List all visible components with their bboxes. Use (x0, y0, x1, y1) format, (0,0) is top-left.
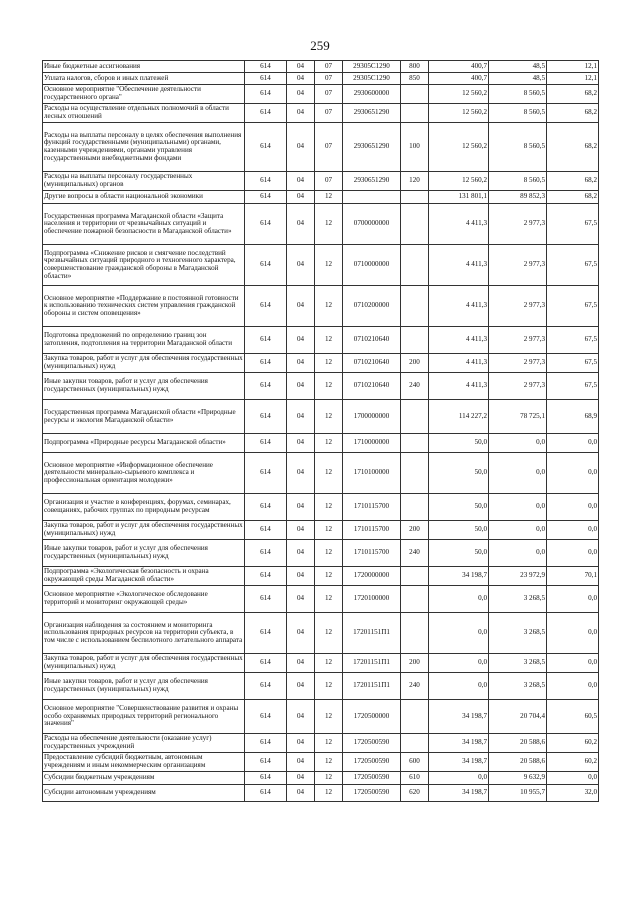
row-ved-cell: 614 (245, 85, 287, 104)
row-ved-cell: 614 (245, 734, 287, 753)
row-vr-cell (401, 734, 429, 753)
row-plan-cell: 0,0 (429, 586, 489, 613)
row-plan-cell: 0,0 (429, 772, 489, 785)
row-csr-cell: 0710000000 (343, 245, 401, 286)
row-fact-cell: 8 560,5 (489, 85, 547, 104)
row-ved-cell: 614 (245, 327, 287, 354)
row-csr-cell: 1710000000 (343, 434, 401, 453)
row-rz-cell: 04 (287, 785, 315, 802)
row-pr-cell: 12 (315, 354, 343, 373)
row-csr-cell: 0710200000 (343, 286, 401, 327)
row-rz-cell: 04 (287, 434, 315, 453)
row-name-cell: Расходы на осуществление отдельных полномочий в области лесных отношений (43, 104, 245, 123)
row-ved-cell: 614 (245, 785, 287, 802)
row-csr-cell: 1710115700 (343, 540, 401, 567)
row-name-cell: Основное мероприятие «Экологическое обследование территорий и мониторинг окружающей среды» (43, 586, 245, 613)
row-name-cell: Закупка товаров, работ и услуг для обеспечения государственных (муниципальных) нужд (43, 654, 245, 673)
row-plan-cell: 12 560,2 (429, 104, 489, 123)
row-rz-cell: 04 (287, 61, 315, 73)
row-plan-cell: 50,0 (429, 453, 489, 494)
row-percent-cell: 0,0 (547, 654, 599, 673)
table-row (43, 700, 599, 734)
row-plan-cell: 4 411,3 (429, 373, 489, 400)
row-percent-cell: 68,2 (547, 85, 599, 104)
row-fact-cell: 3 268,5 (489, 654, 547, 673)
row-fact-cell: 0,0 (489, 434, 547, 453)
row-rz-cell: 04 (287, 204, 315, 245)
row-percent-cell: 12,1 (547, 61, 599, 73)
table-row (43, 172, 599, 191)
row-ved-cell: 614 (245, 204, 287, 245)
row-name-cell: Иные закупки товаров, работ и услуг для обеспечения государственных (муниципальных) нужд (43, 673, 245, 700)
row-csr-cell: 1720500590 (343, 734, 401, 753)
row-name-cell: Организация наблюдения за состоянием и мониторинга использования природных ресурсов на территории субъекта, в том числе с использованием беспилотного летательного аппарата (43, 613, 245, 654)
row-csr-cell: 0710210640 (343, 373, 401, 400)
row-rz-cell: 04 (287, 753, 315, 772)
table-row (43, 104, 599, 123)
row-csr-cell: 1720500000 (343, 700, 401, 734)
row-fact-cell: 3 268,5 (489, 613, 547, 654)
row-csr-cell: 1700000000 (343, 400, 401, 434)
row-pr-cell: 12 (315, 567, 343, 586)
row-pr-cell: 12 (315, 540, 343, 567)
row-pr-cell: 12 (315, 613, 343, 654)
row-percent-cell: 60,2 (547, 734, 599, 753)
row-plan-cell: 12 560,2 (429, 172, 489, 191)
row-rz-cell: 04 (287, 191, 315, 204)
row-name-cell: Подпрограмма «Природные ресурсы Магаданской области» (43, 434, 245, 453)
row-rz-cell: 04 (287, 354, 315, 373)
row-csr-cell: 29305С1290 (343, 61, 401, 73)
table-row (43, 327, 599, 354)
row-percent-cell: 0,0 (547, 772, 599, 785)
row-fact-cell: 0,0 (489, 494, 547, 521)
row-percent-cell: 67,5 (547, 373, 599, 400)
table-row (43, 494, 599, 521)
row-rz-cell: 04 (287, 373, 315, 400)
row-vr-cell (401, 586, 429, 613)
row-csr-cell: 0700000000 (343, 204, 401, 245)
row-name-cell: Организация и участие в конференциях, форумах, семинарах, совещаниях, рабочих группах по природным ресурсам (43, 494, 245, 521)
row-ved-cell: 614 (245, 753, 287, 772)
row-ved-cell: 614 (245, 494, 287, 521)
row-plan-cell: 34 198,7 (429, 753, 489, 772)
row-vr-cell: 120 (401, 172, 429, 191)
row-percent-cell: 67,5 (547, 245, 599, 286)
table-row (43, 613, 599, 654)
row-ved-cell: 614 (245, 73, 287, 85)
row-vr-cell: 620 (401, 785, 429, 802)
row-csr-cell: 0710210640 (343, 327, 401, 354)
table-row (43, 734, 599, 753)
row-percent-cell: 68,2 (547, 191, 599, 204)
row-rz-cell: 04 (287, 734, 315, 753)
table-row (43, 191, 599, 204)
row-vr-cell (401, 700, 429, 734)
row-ved-cell: 614 (245, 540, 287, 567)
row-vr-cell: 200 (401, 354, 429, 373)
row-rz-cell: 04 (287, 654, 315, 673)
table-row (43, 586, 599, 613)
row-percent-cell: 67,5 (547, 354, 599, 373)
row-rz-cell: 04 (287, 104, 315, 123)
row-plan-cell: 34 198,7 (429, 700, 489, 734)
table-row (43, 654, 599, 673)
row-vr-cell: 850 (401, 73, 429, 85)
row-fact-cell: 2 977,3 (489, 286, 547, 327)
row-vr-cell (401, 400, 429, 434)
row-rz-cell: 04 (287, 172, 315, 191)
row-percent-cell: 67,5 (547, 286, 599, 327)
row-vr-cell: 240 (401, 540, 429, 567)
row-rz-cell: 04 (287, 772, 315, 785)
row-rz-cell: 04 (287, 613, 315, 654)
row-name-cell: Закупка товаров, работ и услуг для обеспечения государственных (муниципальных) нужд (43, 354, 245, 373)
row-rz-cell: 04 (287, 567, 315, 586)
row-rz-cell: 04 (287, 400, 315, 434)
table-row (43, 245, 599, 286)
row-ved-cell: 614 (245, 567, 287, 586)
row-name-cell: Основное мероприятие «Поддержание в постоянной готовности к использованию технических систем управления гражданской обороны и систем оповещения» (43, 286, 245, 327)
row-rz-cell: 04 (287, 245, 315, 286)
row-plan-cell: 4 411,3 (429, 354, 489, 373)
row-fact-cell: 89 852,3 (489, 191, 547, 204)
row-percent-cell: 12,1 (547, 73, 599, 85)
row-plan-cell: 50,0 (429, 540, 489, 567)
table-row (43, 521, 599, 540)
row-pr-cell: 12 (315, 785, 343, 802)
row-vr-cell (401, 104, 429, 123)
row-percent-cell: 0,0 (547, 521, 599, 540)
row-ved-cell: 614 (245, 191, 287, 204)
row-csr-cell (343, 191, 401, 204)
row-ved-cell: 614 (245, 123, 287, 172)
row-plan-cell: 34 198,7 (429, 785, 489, 802)
row-name-cell: Расходы на выплаты персоналу государственных (муниципальных) органов (43, 172, 245, 191)
row-rz-cell: 04 (287, 85, 315, 104)
row-pr-cell: 12 (315, 191, 343, 204)
row-rz-cell: 04 (287, 286, 315, 327)
row-vr-cell (401, 453, 429, 494)
row-pr-cell: 07 (315, 85, 343, 104)
row-fact-cell: 78 725,1 (489, 400, 547, 434)
row-percent-cell: 67,5 (547, 204, 599, 245)
row-vr-cell (401, 245, 429, 286)
row-pr-cell: 12 (315, 286, 343, 327)
row-name-cell: Основное мероприятие «Информационное обеспечение деятельности минерально-сырьевого комплекса и профессиональная ориентация молодежи» (43, 453, 245, 494)
budget-table (42, 60, 599, 802)
row-plan-cell: 0,0 (429, 673, 489, 700)
row-fact-cell: 3 268,5 (489, 673, 547, 700)
row-pr-cell: 12 (315, 400, 343, 434)
row-ved-cell: 614 (245, 286, 287, 327)
row-name-cell: Уплата налогов, сборов и иных платежей (43, 73, 245, 85)
row-plan-cell: 0,0 (429, 654, 489, 673)
row-fact-cell: 20 588,6 (489, 753, 547, 772)
row-csr-cell: 1710115700 (343, 494, 401, 521)
row-fact-cell: 2 977,3 (489, 373, 547, 400)
row-vr-cell (401, 613, 429, 654)
row-fact-cell: 2 977,3 (489, 327, 547, 354)
row-fact-cell: 48,5 (489, 61, 547, 73)
row-percent-cell: 67,5 (547, 327, 599, 354)
row-pr-cell: 12 (315, 327, 343, 354)
row-percent-cell: 0,0 (547, 613, 599, 654)
row-plan-cell: 400,7 (429, 61, 489, 73)
row-plan-cell: 131 801,1 (429, 191, 489, 204)
table-row (43, 373, 599, 400)
row-pr-cell: 12 (315, 734, 343, 753)
row-name-cell: Иные бюджетные ассигнования (43, 61, 245, 73)
row-csr-cell: 0710210640 (343, 354, 401, 373)
row-percent-cell: 60,5 (547, 700, 599, 734)
row-name-cell: Иные закупки товаров, работ и услуг для обеспечения государственных (муниципальных) нужд (43, 373, 245, 400)
row-vr-cell (401, 204, 429, 245)
row-ved-cell: 614 (245, 521, 287, 540)
row-percent-cell: 68,9 (547, 400, 599, 434)
row-percent-cell: 0,0 (547, 434, 599, 453)
row-plan-cell: 34 198,7 (429, 567, 489, 586)
table-row (43, 453, 599, 494)
row-pr-cell: 12 (315, 373, 343, 400)
row-vr-cell: 240 (401, 673, 429, 700)
row-percent-cell: 0,0 (547, 540, 599, 567)
row-name-cell: Закупка товаров, работ и услуг для обеспечения государственных (муниципальных) нужд (43, 521, 245, 540)
row-vr-cell (401, 434, 429, 453)
row-plan-cell: 0,0 (429, 613, 489, 654)
row-rz-cell: 04 (287, 453, 315, 494)
row-name-cell: Государственная программа Магаданской области «Природные ресурсы и экология Магаданской области» (43, 400, 245, 434)
row-pr-cell: 07 (315, 104, 343, 123)
table-row (43, 434, 599, 453)
row-pr-cell: 12 (315, 654, 343, 673)
row-pr-cell: 12 (315, 586, 343, 613)
row-csr-cell: 1720500590 (343, 785, 401, 802)
row-pr-cell: 12 (315, 753, 343, 772)
row-fact-cell: 2 977,3 (489, 354, 547, 373)
row-vr-cell: 200 (401, 654, 429, 673)
row-plan-cell: 4 411,3 (429, 204, 489, 245)
row-fact-cell: 8 560,5 (489, 104, 547, 123)
row-ved-cell: 614 (245, 354, 287, 373)
row-rz-cell: 04 (287, 700, 315, 734)
table-row (43, 567, 599, 586)
row-fact-cell: 20 588,6 (489, 734, 547, 753)
row-plan-cell: 50,0 (429, 521, 489, 540)
row-ved-cell: 614 (245, 772, 287, 785)
row-vr-cell: 200 (401, 521, 429, 540)
table-row (43, 204, 599, 245)
row-vr-cell (401, 494, 429, 521)
table-row (43, 753, 599, 772)
row-pr-cell: 12 (315, 700, 343, 734)
row-fact-cell: 0,0 (489, 540, 547, 567)
row-csr-cell: 1720100000 (343, 586, 401, 613)
page-number: 259 (310, 38, 330, 53)
row-ved-cell: 614 (245, 373, 287, 400)
row-fact-cell: 2 977,3 (489, 245, 547, 286)
row-rz-cell: 04 (287, 73, 315, 85)
table-row (43, 673, 599, 700)
row-name-cell: Другие вопросы в области национальной экономики (43, 191, 245, 204)
row-plan-cell: 400,7 (429, 73, 489, 85)
row-rz-cell: 04 (287, 494, 315, 521)
row-ved-cell: 614 (245, 453, 287, 494)
row-name-cell: Основное мероприятие "Обеспечение деятельности государственного органа" (43, 85, 245, 104)
row-pr-cell: 12 (315, 521, 343, 540)
row-pr-cell: 07 (315, 123, 343, 172)
row-vr-cell: 240 (401, 373, 429, 400)
row-plan-cell: 4 411,3 (429, 327, 489, 354)
table-row (43, 61, 599, 73)
row-ved-cell: 614 (245, 673, 287, 700)
row-pr-cell: 12 (315, 494, 343, 521)
table-row (43, 85, 599, 104)
row-fact-cell: 8 560,5 (489, 172, 547, 191)
row-pr-cell: 07 (315, 73, 343, 85)
row-name-cell: Расходы на выплаты персоналу в целях обеспечения выполнения функций государственными (муниципальными) органами, казенными учреждениями, органами управления государственными внебюджетными фондами (43, 123, 245, 172)
row-name-cell: Государственная программа Магаданской области «Защита населения и территории от чрезвычайных ситуаций и обеспечение пожарной безопасности в Магаданской области» (43, 204, 245, 245)
row-percent-cell: 0,0 (547, 494, 599, 521)
row-rz-cell: 04 (287, 123, 315, 172)
table-row (43, 73, 599, 85)
row-plan-cell: 12 560,2 (429, 85, 489, 104)
row-rz-cell: 04 (287, 521, 315, 540)
row-name-cell: Иные закупки товаров, работ и услуг для обеспечения государственных (муниципальных) нужд (43, 540, 245, 567)
row-name-cell: Основное мероприятие "Совершенствование развития и охраны особо охраняемых природных территорий регионального значения" (43, 700, 245, 734)
table-row (43, 286, 599, 327)
row-fact-cell: 0,0 (489, 521, 547, 540)
row-fact-cell: 48,5 (489, 73, 547, 85)
row-percent-cell: 32,0 (547, 785, 599, 802)
table-row (43, 354, 599, 373)
row-fact-cell: 2 977,3 (489, 204, 547, 245)
row-vr-cell: 600 (401, 753, 429, 772)
row-csr-cell: 1720000000 (343, 567, 401, 586)
row-vr-cell: 610 (401, 772, 429, 785)
row-percent-cell: 68,2 (547, 123, 599, 172)
row-ved-cell: 614 (245, 586, 287, 613)
row-pr-cell: 12 (315, 204, 343, 245)
row-percent-cell: 0,0 (547, 673, 599, 700)
row-fact-cell: 8 560,5 (489, 123, 547, 172)
row-ved-cell: 614 (245, 613, 287, 654)
row-csr-cell: 2930600000 (343, 85, 401, 104)
row-plan-cell: 50,0 (429, 434, 489, 453)
row-ved-cell: 614 (245, 172, 287, 191)
row-rz-cell: 04 (287, 540, 315, 567)
table-row (43, 123, 599, 172)
row-vr-cell (401, 191, 429, 204)
row-rz-cell: 04 (287, 673, 315, 700)
row-pr-cell: 12 (315, 673, 343, 700)
row-csr-cell: 2930651290 (343, 172, 401, 191)
row-pr-cell: 07 (315, 172, 343, 191)
table-row (43, 772, 599, 785)
row-name-cell: Субсидии автономным учреждениям (43, 785, 245, 802)
row-csr-cell: 2930651290 (343, 123, 401, 172)
row-name-cell: Предоставление субсидий бюджетным, автономным учреждениям и иным некоммерческим организациям (43, 753, 245, 772)
row-percent-cell: 0,0 (547, 586, 599, 613)
row-vr-cell (401, 85, 429, 104)
row-csr-cell: 17201151П1 (343, 654, 401, 673)
row-pr-cell: 12 (315, 772, 343, 785)
row-ved-cell: 614 (245, 400, 287, 434)
row-vr-cell (401, 567, 429, 586)
row-ved-cell: 614 (245, 245, 287, 286)
row-ved-cell: 614 (245, 700, 287, 734)
row-csr-cell: 1720500590 (343, 772, 401, 785)
row-fact-cell: 20 704,4 (489, 700, 547, 734)
row-plan-cell: 114 227,2 (429, 400, 489, 434)
row-ved-cell: 614 (245, 434, 287, 453)
row-csr-cell: 2930651290 (343, 104, 401, 123)
row-plan-cell: 12 560,2 (429, 123, 489, 172)
row-vr-cell (401, 327, 429, 354)
table-row (43, 400, 599, 434)
budget-table-body (43, 61, 599, 802)
row-pr-cell: 12 (315, 453, 343, 494)
row-csr-cell: 17201151П1 (343, 613, 401, 654)
row-name-cell: Подпрограмма «Снижение рисков и смягчение последствий чрезвычайных ситуаций природного и техногенного характера, совершенствование гражданской обороны в Магаданской области» (43, 245, 245, 286)
row-percent-cell: 68,2 (547, 104, 599, 123)
row-csr-cell: 1720500590 (343, 753, 401, 772)
row-fact-cell: 9 632,9 (489, 772, 547, 785)
row-vr-cell: 800 (401, 61, 429, 73)
row-ved-cell: 614 (245, 104, 287, 123)
row-csr-cell: 1710100000 (343, 453, 401, 494)
row-vr-cell: 100 (401, 123, 429, 172)
row-rz-cell: 04 (287, 327, 315, 354)
row-fact-cell: 23 972,9 (489, 567, 547, 586)
row-fact-cell: 10 955,7 (489, 785, 547, 802)
row-csr-cell: 1710115700 (343, 521, 401, 540)
row-fact-cell: 0,0 (489, 453, 547, 494)
row-ved-cell: 614 (245, 654, 287, 673)
row-vr-cell (401, 286, 429, 327)
row-plan-cell: 4 411,3 (429, 286, 489, 327)
row-percent-cell: 70,1 (547, 567, 599, 586)
row-pr-cell: 07 (315, 61, 343, 73)
row-name-cell: Подпрограмма «Экологическая безопасность и охрана окружающей среды Магаданской области» (43, 567, 245, 586)
table-row (43, 785, 599, 802)
row-percent-cell: 68,2 (547, 172, 599, 191)
row-plan-cell: 34 198,7 (429, 734, 489, 753)
row-fact-cell: 3 268,5 (489, 586, 547, 613)
row-ved-cell: 614 (245, 61, 287, 73)
row-name-cell: Субсидии бюджетным учреждениям (43, 772, 245, 785)
table-row (43, 540, 599, 567)
row-rz-cell: 04 (287, 586, 315, 613)
row-name-cell: Расходы на обеспечение деятельности (оказание услуг) государственных учреждений (43, 734, 245, 753)
row-csr-cell: 29305С1290 (343, 73, 401, 85)
row-name-cell: Подготовка предложений по определению границ зон затопления, подтопления на территории Магаданской области (43, 327, 245, 354)
row-pr-cell: 12 (315, 434, 343, 453)
row-percent-cell: 0,0 (547, 453, 599, 494)
row-csr-cell: 17201151П1 (343, 673, 401, 700)
row-pr-cell: 12 (315, 245, 343, 286)
row-percent-cell: 60,2 (547, 753, 599, 772)
row-plan-cell: 50,0 (429, 494, 489, 521)
row-plan-cell: 4 411,3 (429, 245, 489, 286)
